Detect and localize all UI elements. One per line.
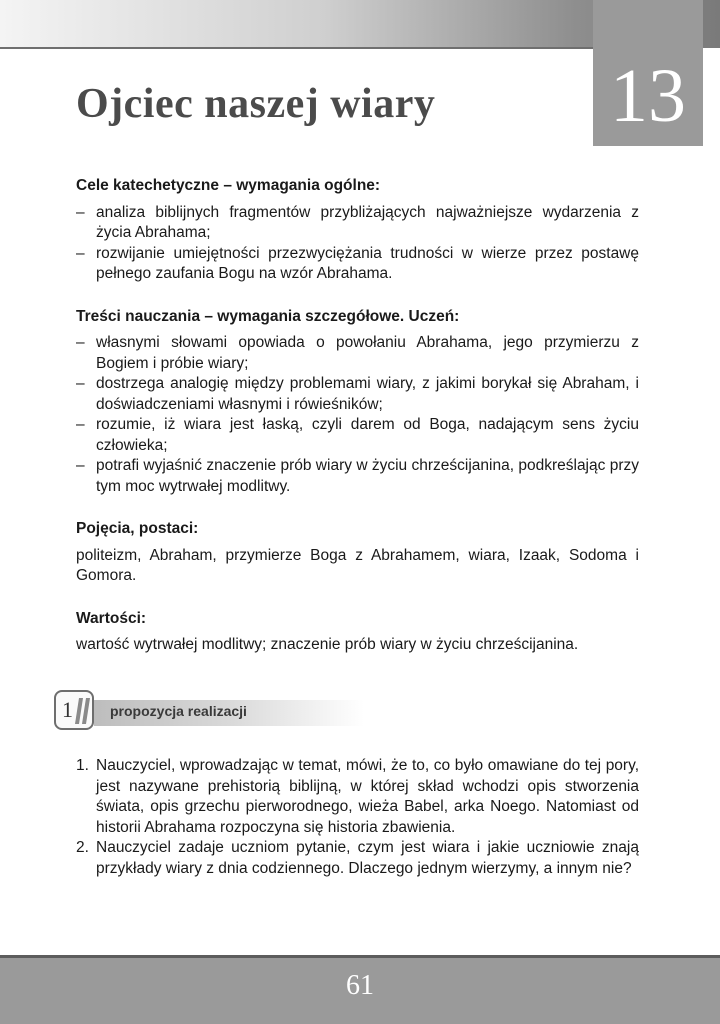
values-text: wartość wytrwałej modlitwy; znaczenie prób wiary w życiu chrześcijanina. (76, 636, 579, 653)
header-rule (0, 47, 600, 49)
list-item (76, 756, 639, 838)
list-item: – własnymi słowami opowiada o powołaniu Abrahama, jego przymierzu z Bogiem i próbie wiary; (76, 333, 639, 374)
list-item: – analiza biblijnych fragmentów przybliżających najważniejsze wydarzenia z życia Abrahama; (76, 203, 639, 244)
page-title: Ojciec naszej wiary (76, 81, 436, 127)
page-number: 61 (346, 970, 374, 1001)
concepts-heading: Pojęcia, postaci: (76, 520, 199, 537)
step-number: 1. (76, 757, 89, 774)
lesson-content (76, 176, 639, 678)
list-item: – dostrzega analogię między problemami wiary, z jakimi borykał się Abraham, i doświadczeniami własnymi i rówieśników; (76, 374, 639, 415)
list-item: – rozwijanie umiejętności przezwyciężania trudności w wierze przez postawę pełnego zaufania Bogu na wzór Abrahama. (76, 244, 639, 285)
chapter-number: 13 (610, 54, 686, 138)
proposal-header (54, 690, 364, 734)
step-text: Nauczyciel zadaje uczniom pytanie, czym jest wiara i jakie uczniowie znają przykłady wiary z dnia codziennego. Dlaczego jednym wierzymy, a innym nie? (96, 839, 639, 877)
proposal-badge (54, 690, 94, 730)
steps-list (76, 756, 639, 879)
list-item: – potrafi wyjaśnić znaczenie prób wiary w życiu chrześcijanina, podkreślając przy tym moc wytrwałej modlitwy. (76, 456, 639, 497)
goals-heading: Cele katechetyczne – wymagania ogólne: (76, 177, 381, 194)
concepts-text: politeizm, Abraham, przymierze Boga z Abrahamem, wiara, Izaak, Sodoma i Gomora. (76, 546, 639, 584)
goals-section (76, 176, 639, 285)
page-footer (0, 955, 720, 1024)
proposal-label: propozycja realizacji (110, 703, 247, 719)
goals-list (76, 203, 639, 285)
content-heading: Treści nauczania – wymagania szczegółowe. Uczeń: (76, 307, 460, 325)
step-number: 2. (76, 839, 89, 856)
stripes-icon (75, 698, 91, 724)
footer-rule (0, 955, 720, 958)
list-item (76, 838, 639, 879)
step-text: Nauczyciel, wprowadzając w temat, mówi, że to, co było omawiane do tej pory, jest nazywane prehistorią biblijną, w której skład wchodzi opis stworzenia świata, opis grzechu pierworodnego, wieża Babel, arka Noego. Natomiast od historii Abrahama rozpoczyna się historia zbawienia. (96, 757, 639, 836)
content-list (76, 333, 639, 497)
values-section (76, 609, 639, 656)
content-section (76, 307, 639, 498)
list-item: – rozumie, iż wiara jest łaską, czyli darem od Boga, nadającym sens życiu człowieka; (76, 415, 639, 456)
proposal-badge-number: 1 (62, 697, 73, 722)
chapter-number-box (593, 0, 703, 146)
concepts-section (76, 519, 639, 587)
values-heading: Wartości: (76, 609, 147, 627)
